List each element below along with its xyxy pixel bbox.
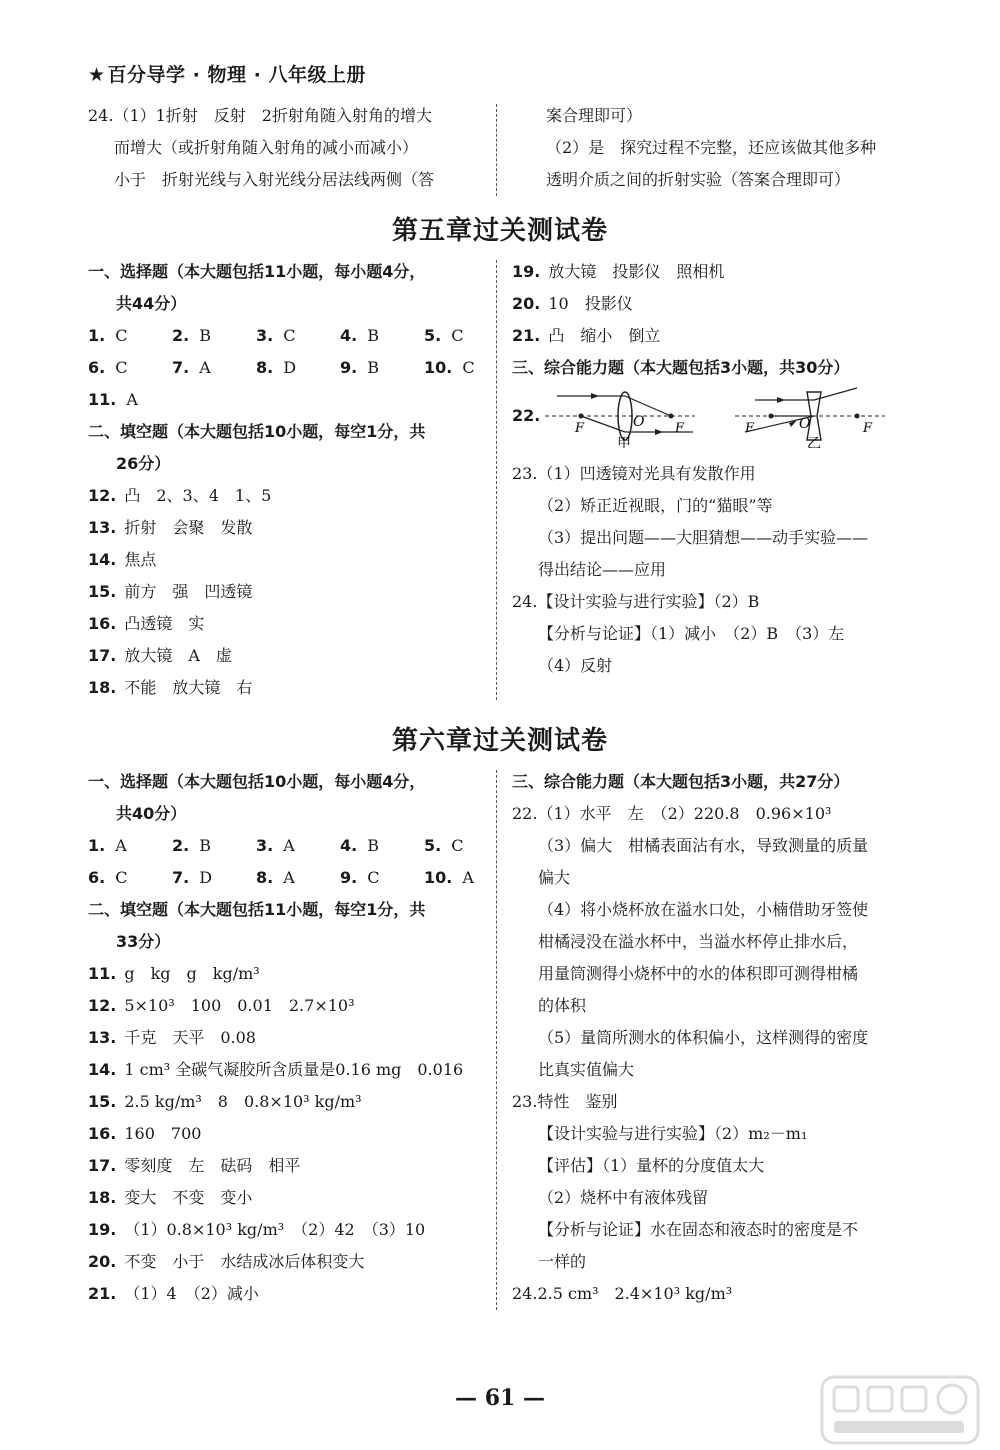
list-item <box>88 576 508 608</box>
column-divider <box>496 260 497 700</box>
answer-line: 23.特性 鉴别 <box>512 1092 618 1111</box>
answer-text: 前方 强 凹透镜 <box>124 582 253 601</box>
mcq-row <box>88 384 508 416</box>
question-number: 4. <box>340 326 358 345</box>
answer-line: 【分析与论证】（1）减小 （2）B （3）左 <box>538 624 845 643</box>
figure-label: 甲 <box>617 435 632 448</box>
answer-text: 2.5 kg/m³ 8 0.8×10³ kg/m³ <box>124 1092 362 1111</box>
figure-label: 乙 <box>807 435 822 448</box>
answer-text: 160 700 <box>124 1124 202 1143</box>
question-number: 15. <box>88 582 117 601</box>
focus-label: F <box>575 420 585 436</box>
question-number: 22. <box>512 406 541 425</box>
watermark-logo <box>820 1375 980 1445</box>
answer-line: 【评估】（1）量杯的分度值太大 <box>538 1156 765 1175</box>
question-number: 9. <box>340 358 358 377</box>
answer-line: （2）是 探究过程不完整，还应该做其他多种 <box>546 138 877 157</box>
answer-line: 得出结论——应用 <box>538 560 667 579</box>
section-heading: 33分） <box>116 932 171 951</box>
answer-text: A <box>115 836 127 855</box>
top-left-column <box>88 100 434 196</box>
answer-text: （1）0.8×10³ kg/m³ （2）42 （3）10 <box>124 1220 426 1239</box>
question-number: 12. <box>88 996 117 1015</box>
mcq-answer <box>340 862 424 894</box>
answer-line: 一样的 <box>538 1252 587 1271</box>
mcq-answer <box>340 830 424 862</box>
question-number: 15. <box>88 1092 117 1111</box>
answer-line: （3）偏大 柑橘表面沾有水，导致测量的质量 <box>538 836 869 855</box>
question-number: 6. <box>88 358 106 377</box>
answer-text: A <box>199 358 211 377</box>
answer-text: B <box>199 836 211 855</box>
answer-line: 的体积 <box>538 996 587 1015</box>
answer-text: B <box>199 326 211 345</box>
question-number: 17. <box>88 1156 117 1175</box>
question-number: 13. <box>88 1028 117 1047</box>
center-label: O <box>633 413 645 430</box>
answer-line: 偏大 <box>538 868 571 887</box>
section-heading: 共44分） <box>116 294 187 313</box>
question-number: 6. <box>88 868 106 887</box>
answer-line: 柑橘浸没在溢水杯中，当溢水杯停止排水后， <box>538 932 859 951</box>
section-heading: 二、填空题（本大题包括10小题，每空1分，共 <box>88 422 426 441</box>
mcq-answer <box>256 862 340 894</box>
mcq-row <box>88 862 508 894</box>
list-item <box>88 480 508 512</box>
question-number: 5. <box>424 326 442 345</box>
question-number: 2. <box>172 836 190 855</box>
answer-line: 案合理即可） <box>546 106 643 125</box>
answer-line: 24.2.5 cm³ 2.4×10³ kg/m³ <box>512 1284 733 1303</box>
question-22-row <box>512 384 885 448</box>
question-number: 8. <box>256 868 274 887</box>
section-heading: 一、选择题（本大题包括11小题，每小题4分， <box>88 262 426 281</box>
ch5-left-column <box>88 256 508 704</box>
ch6-left-column <box>88 766 508 1310</box>
answer-line: 小于 折射光线与入射光线分居法线两侧（答 <box>114 170 435 189</box>
answer-text: C <box>115 868 128 887</box>
answer-line: （2）矫正近视眼，门的“猫眼”等 <box>538 496 773 515</box>
ch5-right-column <box>512 256 885 682</box>
answer-line: 【设计实验与进行实验】（2）m₂－m₁ <box>538 1124 808 1143</box>
question-number: 13. <box>88 518 117 537</box>
question-number: 19. <box>88 1220 117 1239</box>
fill-list <box>88 958 508 1310</box>
list-item <box>88 958 508 990</box>
focus-label: F <box>675 420 685 436</box>
answer-text: D <box>283 358 297 377</box>
question-number: 16. <box>88 614 117 633</box>
answer-text: 放大镜 A 虚 <box>124 646 232 665</box>
mcq-answer <box>172 352 256 384</box>
answer-text: C <box>115 326 128 345</box>
question-number: 8. <box>256 358 274 377</box>
question-number: 11. <box>88 964 117 983</box>
answer-text: C <box>367 868 380 887</box>
mcq-answer <box>172 830 256 862</box>
fill-list <box>512 256 885 352</box>
section-heading: 三、综合能力题（本大题包括3小题，共30分） <box>512 358 850 377</box>
answer-text: 折射 会聚 发散 <box>124 518 253 537</box>
answer-text: B <box>367 358 379 377</box>
mcq-answer <box>88 320 172 352</box>
answer-text: 放大镜 投影仪 照相机 <box>548 262 725 281</box>
list-item <box>88 1054 508 1086</box>
answer-text: A <box>283 836 295 855</box>
top-right-column <box>520 100 876 196</box>
question-number: 3. <box>256 326 274 345</box>
question-number: 3. <box>256 836 274 855</box>
list-item <box>88 544 508 576</box>
answer-text: 零刻度 左 砝码 相平 <box>124 1156 301 1175</box>
chapter5-title: 第五章过关测试卷 <box>391 216 608 246</box>
answer-text: 凸 2、3、4 1、5 <box>124 486 272 505</box>
list-item <box>88 1182 508 1214</box>
answer-text: 千克 天平 0.08 <box>124 1028 256 1047</box>
mcq-answer <box>172 320 256 352</box>
mcq-answer <box>88 384 172 416</box>
column-divider <box>496 104 497 196</box>
answer-text: C <box>115 358 128 377</box>
list-item <box>88 672 508 704</box>
section-heading: 26分） <box>116 454 171 473</box>
mcq-row <box>88 352 508 384</box>
question-number: 14. <box>88 550 117 569</box>
section-heading: 共40分） <box>116 804 187 823</box>
list-item <box>88 512 508 544</box>
answer-text: 变大 不变 变小 <box>124 1188 253 1207</box>
section-heading: 二、填空题（本大题包括11小题，每空1分，共 <box>88 900 426 919</box>
mcq-answer <box>256 320 340 352</box>
question-number: 20. <box>512 294 541 313</box>
fill-list <box>88 480 508 704</box>
question-number: 4. <box>340 836 358 855</box>
list-item <box>88 1118 508 1150</box>
list-item <box>88 990 508 1022</box>
answer-line: 23.（1）凹透镜对光具有发散作用 <box>512 464 756 483</box>
section-heading: 一、选择题（本大题包括10小题，每小题4分， <box>88 772 426 791</box>
answer-text: C <box>451 836 464 855</box>
lens-ray-diagram <box>545 386 885 448</box>
list-item <box>88 608 508 640</box>
answer-text: 5×10³ 100 0.01 2.7×10³ <box>124 996 355 1015</box>
question-number: 21. <box>88 1284 117 1303</box>
center-label: O <box>799 415 811 432</box>
answer-line: 22.（1）水平 左 （2）220.8 0.96×10³ <box>512 804 832 823</box>
list-item <box>512 288 885 320</box>
question-number: 10. <box>424 868 453 887</box>
answer-line: （3）提出问题——大胆猜想——动手实验—— <box>538 528 869 547</box>
focus-label: F <box>745 420 755 436</box>
question-number: 19. <box>512 262 541 281</box>
answer-line: （4）反射 <box>538 656 613 675</box>
list-item <box>88 1086 508 1118</box>
answer-text: （1）4 （2）减小 <box>124 1284 259 1303</box>
question-number: 11. <box>88 390 117 409</box>
page-number: — 61 — <box>455 1385 545 1411</box>
chapter6-title: 第六章过关测试卷 <box>391 726 608 756</box>
answer-line: （5）量筒所测水的体积偏小，这样测得的密度 <box>538 1028 869 1047</box>
mcq-answer <box>340 352 424 384</box>
answer-text: 凸 缩小 倒立 <box>548 326 661 345</box>
answer-text: 凸透镜 实 <box>124 614 205 633</box>
mcq-answer <box>256 830 340 862</box>
answer-line: （2）烧杯中有液体残留 <box>538 1188 709 1207</box>
mcq-row <box>88 320 508 352</box>
mcq-answer <box>88 352 172 384</box>
list-item <box>512 320 885 352</box>
mcq-answer <box>88 830 172 862</box>
star-icon: ★ <box>88 64 106 86</box>
list-item <box>88 1246 508 1278</box>
answer-line: （4）将小烧杯放在溢水口处，小楠借助牙签使 <box>538 900 869 919</box>
question-number: 10. <box>424 358 453 377</box>
answer-text: B <box>367 836 379 855</box>
answer-line: 透明介质之间的折射实验（答案合理即可） <box>546 170 851 189</box>
answer-list <box>512 798 868 1310</box>
answer-text: 焦点 <box>124 550 157 569</box>
answer-line: 而增大（或折射角随入射角的减小而减小） <box>114 138 419 157</box>
ch6-right-column <box>512 766 868 1310</box>
answer-text: 不变 小于 水结成冰后体积变大 <box>124 1252 365 1271</box>
answer-line: 用量筒测得小烧杯中的水的体积即可测得柑橘 <box>538 964 859 983</box>
answer-text: C <box>462 358 475 377</box>
book-header <box>88 60 366 87</box>
mcq-answer <box>340 320 424 352</box>
list-item <box>88 640 508 672</box>
question-number: 18. <box>88 1188 117 1207</box>
list-item <box>88 1022 508 1054</box>
question-number: 17. <box>88 646 117 665</box>
answer-text: A <box>283 868 295 887</box>
list-item <box>88 1278 508 1310</box>
question-number: 2. <box>172 326 190 345</box>
answer-line: 【分析与论证】水在固态和液态时的密度是不 <box>538 1220 859 1239</box>
answer-text: g kg g kg/m³ <box>124 964 260 983</box>
question-number: 16. <box>88 1124 117 1143</box>
answer-text: 1 cm³ 全碳气凝胶所含质量是0.16 mg 0.016 <box>124 1060 464 1079</box>
answer-line: 24.（1）1折射 反射 2折射角随入射角的增大 <box>88 106 432 125</box>
question-number: 12. <box>88 486 117 505</box>
focus-label: F <box>863 420 873 436</box>
answer-text: 10 投影仪 <box>548 294 633 313</box>
answer-text: D <box>199 868 213 887</box>
answer-text: C <box>451 326 464 345</box>
mcq-answer <box>256 352 340 384</box>
question-number: 18. <box>88 678 117 697</box>
answer-text: A <box>462 868 474 887</box>
answer-text: B <box>367 326 379 345</box>
answer-text: C <box>283 326 296 345</box>
answer-line: 24.【设计实验与进行实验】（2）B <box>512 592 760 611</box>
question-number: 5. <box>424 836 442 855</box>
question-number: 1. <box>88 326 106 345</box>
question-number: 20. <box>88 1252 117 1271</box>
answer-line: 比真实值偏大 <box>538 1060 635 1079</box>
list-item <box>512 256 885 288</box>
list-item <box>88 1150 508 1182</box>
mcq-row <box>88 830 508 862</box>
question-number: 7. <box>172 358 190 377</box>
answer-text: A <box>126 390 138 409</box>
question-number: 21. <box>512 326 541 345</box>
section-heading: 三、综合能力题（本大题包括3小题，共27分） <box>512 772 850 791</box>
answer-text: 不能 放大镜 右 <box>124 678 253 697</box>
list-item <box>88 1214 508 1246</box>
question-number: 1. <box>88 836 106 855</box>
mcq-answer <box>88 862 172 894</box>
question-number: 14. <box>88 1060 117 1079</box>
question-number: 7. <box>172 868 190 887</box>
header-title: 百分导学 · 物理 · 八年级上册 <box>107 64 366 86</box>
question-number: 9. <box>340 868 358 887</box>
mcq-answer <box>172 862 256 894</box>
column-divider <box>496 770 497 1310</box>
